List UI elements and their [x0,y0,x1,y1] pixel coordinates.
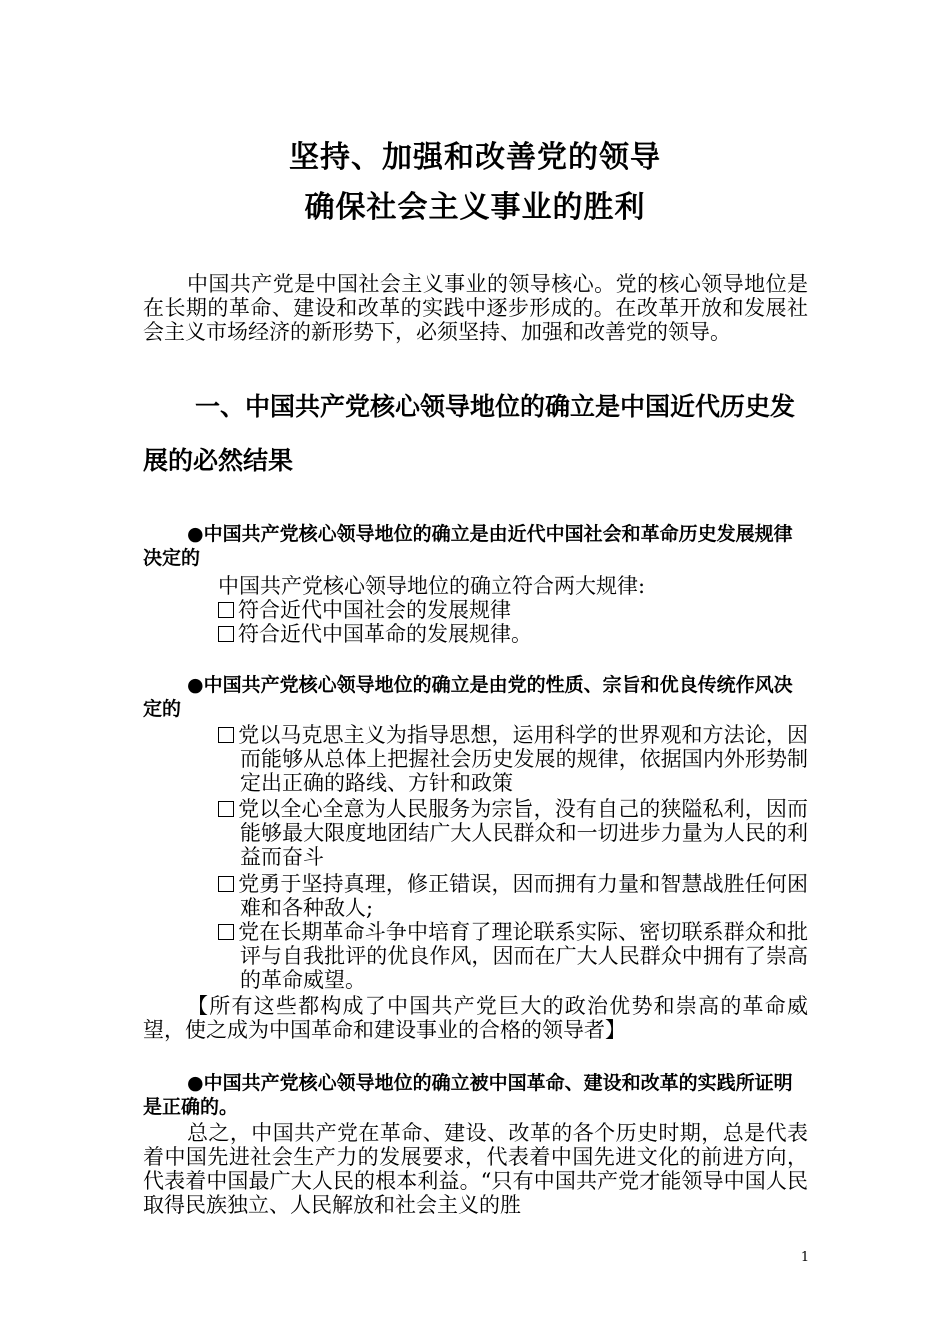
bullet3-paragraph: 总之，中国共产党在革命、建设、改革的各个历史时期，总是代表着中国先进社会生产力的发展要求，代表着中国先进文化的前进方向，代表着中国最广大人民的根本利益。“只有中国共产党才能领导中国人民取得民族独立、人民解放和社会主义的胜 [143,1121,808,1217]
bullet2-item: 党以全心全意为人民服务为宗旨，没有自己的狭隘私利，因而能够最大限度地团结广大人民群众和一切进步力量为人民的利益而奋斗 [218,797,808,869]
intro-paragraph: 中国共产党是中国社会主义事业的领导核心。党的核心领导地位是在长期的革命、建设和改革的实践中逐步形成的。在改革开放和发展社会主义市场经济的新形势下，必须坚持、加强和改善党的领导。 [143,272,808,344]
checkbox-square-icon [218,801,234,817]
bullet2-item: 党在长期革命斗争中培育了理论联系实际、密切联系群众和批评与自我批评的优良作风，因而在广大人民群众中拥有了崇高的革命威望。 [218,920,808,992]
checkbox-square-icon [218,727,234,743]
section-heading-1: 一、中国共产党核心领导地位的确立是中国近代历史发展的必然结果 [143,392,796,475]
bullet-heading-2: ●中国共产党核心领导地位的确立是由党的性质、宗旨和优良传统作风决定的 [143,674,793,720]
bullet2-summary: 【所有这些都构成了中国共产党巨大的政治优势和崇高的革命威望，使之成为中国革命和建设事业的合格的领导者】 [143,994,808,1042]
bullet1-item: 符合近代中国社会的发展规律 [218,598,808,622]
bullet-heading-3: ●中国共产党核心领导地位的确立被中国革命、建设和改革的实践所证明是正确的。 [143,1072,793,1118]
checkbox-square-icon [218,876,234,892]
checkbox-square-icon [218,924,234,940]
document-title-line1: 坚持、加强和改善党的领导 [289,140,661,175]
bullet-heading-1: ●中国共产党核心领导地位的确立是由近代中国社会和革命历史发展规律决定的 [143,523,793,569]
bullet2-item: 党以马克思主义为指导思想，运用科学的世界观和方法论，因而能够从总体上把握社会历史发展的规律，依据国内外形势制定出正确的路线、方针和政策 [218,723,808,795]
page-number: 1 [800,1250,810,1265]
bullet2-item: 党勇于坚持真理，修正错误，因而拥有力量和智慧战胜任何困难和各种敌人; [218,872,808,920]
bullet1-lead: 中国共产党核心领导地位的确立符合两大规律: [218,574,646,598]
bullet1-item: 符合近代中国革命的发展规律。 [218,622,808,646]
checkbox-square-icon [218,626,234,642]
checkbox-square-icon [218,602,234,618]
document-title-line2: 确保社会主义事业的胜利 [304,190,646,225]
